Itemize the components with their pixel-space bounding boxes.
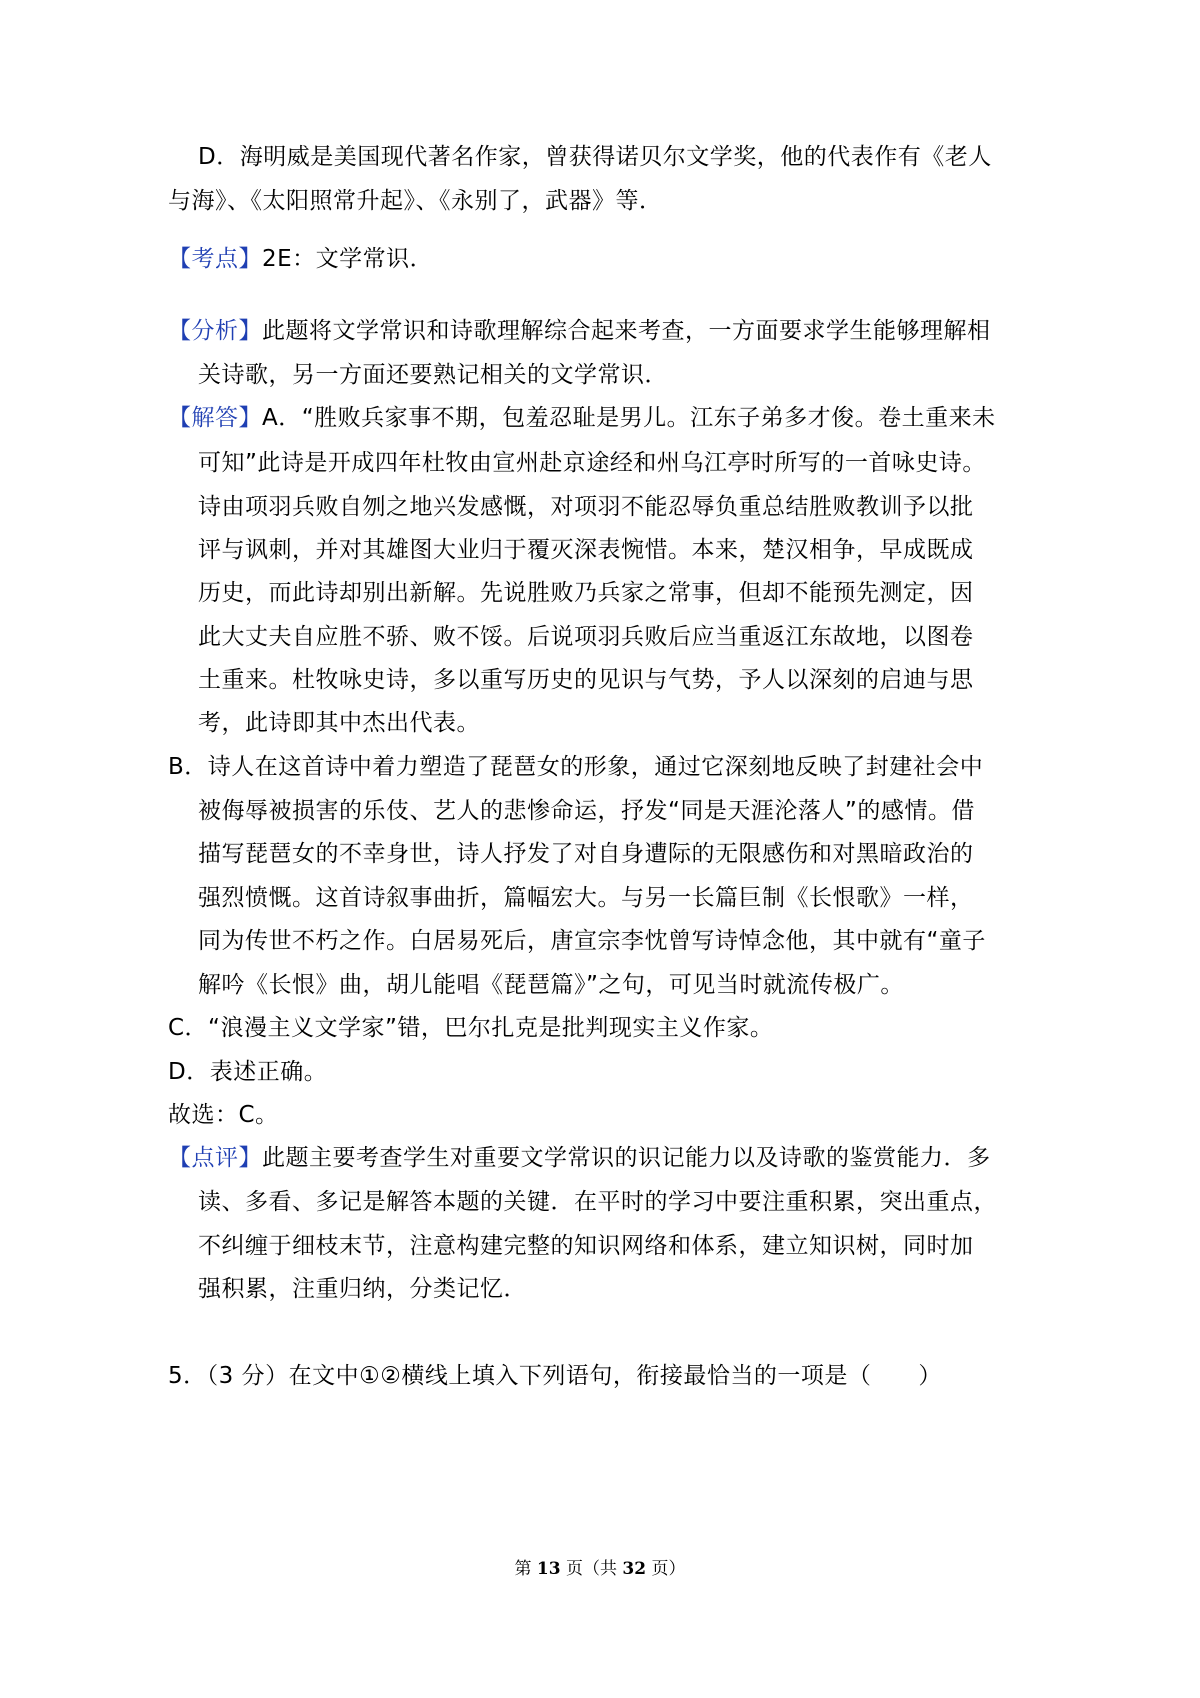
dianping-line: 强积累，注重归纳，分类记忆． bbox=[198, 1276, 527, 1302]
dianping-section bbox=[168, 1143, 991, 1173]
jieda-a-line: A．“胜败兵家事不期，包羞忍耻是男儿。江东子弟多才俊。卷土重来未 bbox=[262, 405, 996, 431]
footer-page-number: 13 bbox=[536, 1559, 561, 1579]
dianping-tag: 【点评】 bbox=[168, 1145, 262, 1171]
dianping-line: 此题主要考查学生对重要文学常识的识记能力以及诗歌的鉴赏能力．多 bbox=[262, 1145, 991, 1171]
footer-middle: 页（共 bbox=[560, 1559, 623, 1579]
jieda-b-line: 被侮辱被损害的乐伎、艺人的悲惨命运，抒发“同是天涯沦落人”的感情。借 bbox=[198, 798, 975, 824]
jieda-b-line: B．诗人在这首诗中着力塑造了琵琶女的形象，通过它深刻地反映了封建社会中 bbox=[168, 754, 984, 780]
jieda-a-line: 评与讽刺，并对其雄图大业归于覆灭深表惋惜。本来，楚汉相争，早成既成 bbox=[198, 537, 974, 563]
jieda-a-line: 此大丈夫自应胜不骄、败不馁。后说项羽兵败后应当重返江东故地，以图卷 bbox=[198, 624, 974, 650]
fenxi-line: 此题将文学常识和诗歌理解综合起来考查，一方面要求学生能够理解相 bbox=[262, 318, 991, 344]
page-footer bbox=[0, 1558, 1200, 1580]
jieda-d-line: D．表述正确。 bbox=[168, 1059, 328, 1085]
dianping-line: 读、多看、多记是解答本题的关键．在平时的学习中要注重积累，突出重点， bbox=[198, 1189, 997, 1215]
prev-option-d-line1: D．海明威是美国现代著名作家，曾获得诺贝尔文学奖，他的代表作有《老人 bbox=[198, 144, 992, 170]
fenxi-tag: 【分析】 bbox=[168, 318, 262, 344]
jieda-a-line: 诗由项羽兵败自刎之地兴发感慨，对项羽不能忍辱负重总结胜败教训予以批 bbox=[198, 494, 974, 520]
jieda-section bbox=[168, 403, 996, 433]
jieda-a-line: 可知”此诗是开成四年杜牧由宣州赴京途经和州乌江亭时所写的一首咏史诗。 bbox=[198, 450, 986, 476]
answer-line: 故选：C。 bbox=[168, 1102, 279, 1128]
prev-option-d-line2: 与海》、《太阳照常升起》、《永别了，武器》等． bbox=[168, 188, 663, 214]
footer-prefix: 第 bbox=[514, 1559, 537, 1579]
kaodian-text: 2E：文学常识． bbox=[262, 246, 434, 272]
footer-suffix: 页） bbox=[646, 1559, 686, 1579]
jieda-b-line: 强烈愤慨。这首诗叙事曲折，篇幅宏大。与另一长篇巨制《长恨歌》一样， bbox=[198, 885, 974, 911]
jieda-a-line: 土重来。杜牧咏史诗，多以重写历史的见识与气势，予人以深刻的启迪与思 bbox=[198, 667, 974, 693]
jieda-a-line: 历史，而此诗却别出新解。先说胜败乃兵家之常事，但却不能预先测定，因 bbox=[198, 580, 974, 606]
question-5: 5．（3 分）在文中①②横线上填入下列语句，衔接最恰当的一项是（ ） bbox=[168, 1363, 942, 1389]
jieda-a-line: 考，此诗即其中杰出代表。 bbox=[198, 710, 480, 736]
jieda-tag: 【解答】 bbox=[168, 405, 262, 431]
jieda-c-line: C．“浪漫主义文学家”错，巴尔扎克是批判现实主义作家。 bbox=[168, 1015, 774, 1041]
jieda-b-line: 解吟《长恨》曲，胡儿能唱《琵琶篇》”之句，可见当时就流传极广。 bbox=[198, 972, 904, 998]
kaodian-section bbox=[168, 244, 433, 274]
dianping-line: 不纠缠于细枝末节，注意构建完整的知识网络和体系，建立知识树，同时加 bbox=[198, 1233, 974, 1259]
jieda-b-line: 描写琵琶女的不幸身世，诗人抒发了对自身遭际的无限感伤和对黑暗政治的 bbox=[198, 841, 974, 867]
fenxi-section bbox=[168, 316, 991, 346]
jieda-b-line: 同为传世不朽之作。白居易死后，唐宣宗李忱曾写诗悼念他，其中就有“童子 bbox=[198, 928, 986, 954]
footer-total-pages: 32 bbox=[622, 1559, 647, 1579]
kaodian-tag: 【考点】 bbox=[168, 246, 262, 272]
fenxi-line: 关诗歌，另一方面还要熟记相关的文学常识． bbox=[198, 362, 668, 388]
